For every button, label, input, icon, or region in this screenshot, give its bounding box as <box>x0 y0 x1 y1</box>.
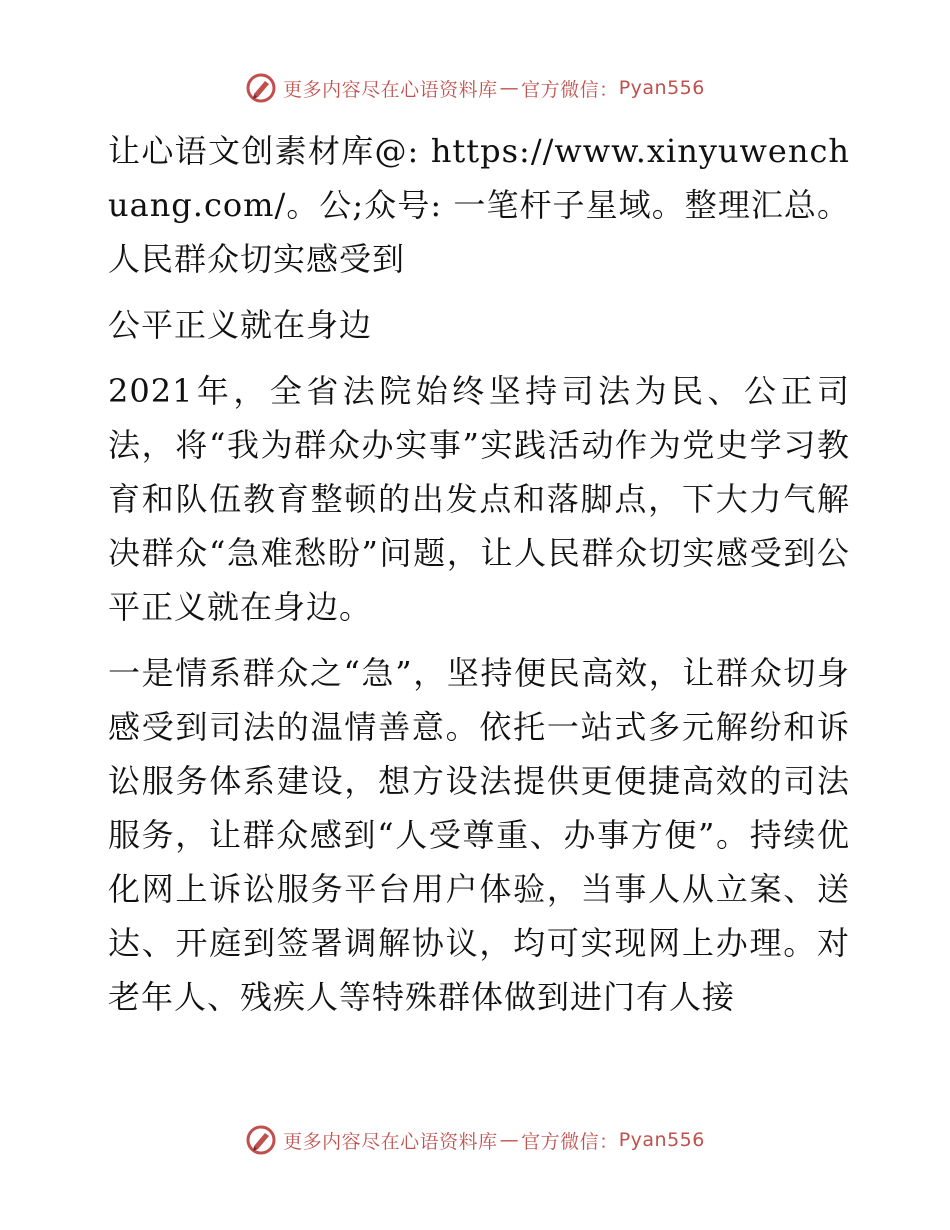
banner-separator: — <box>499 77 520 99</box>
paragraph-intro: 让心语文创素材库@: https://www.xinyuwenchuang.com/。公;众号: 一笔杆子星域。整理汇总。人民群众切实感受到 <box>108 132 850 278</box>
paragraph-point-one: 一是情系群众之“急”，坚持便民高效，让群众切身感受到司法的温情善意。依托一站式多元解纷和诉讼服务体系建设，想方设法提供更便捷高效的司法服务，让群众感到“人受尊重、办事方便”。持续优化网上诉讼服务平台用户体验，当事人从立案、送达、开庭到签署调解协议，均可实现网上办理。对老年人、残疾人等特殊群体做到进门有人接 <box>108 654 850 1016</box>
footer-banner <box>0 1124 950 1156</box>
banner-wechat-label: 官方微信： <box>521 78 619 101</box>
banner-wechat-id: Pyan556 <box>618 77 705 99</box>
pen-logo-icon <box>245 1124 277 1156</box>
banner-text: 更多内容尽在心语资料库 <box>283 1130 498 1153</box>
banner-text: 更多内容尽在心语资料库 <box>283 78 498 101</box>
pen-logo-icon <box>245 72 277 104</box>
banner-wechat-label: 官方微信： <box>521 1130 619 1153</box>
paragraph-heading: 公平正义就在身边 <box>108 306 373 344</box>
paragraph-summary: 2021年，全省法院始终坚持司法为民、公正司法，将“我为群众办实事”实践活动作为党史学习教育和队伍教育整顿的出发点和落脚点，下大力气解决群众“急难愁盼”问题，让人民群众切实感受到公平正义就在身边。 <box>108 372 850 626</box>
banner-wechat-id: Pyan556 <box>618 1129 705 1151</box>
document-body <box>98 124 850 1024</box>
header-banner <box>0 72 950 104</box>
banner-separator: — <box>499 1129 520 1151</box>
